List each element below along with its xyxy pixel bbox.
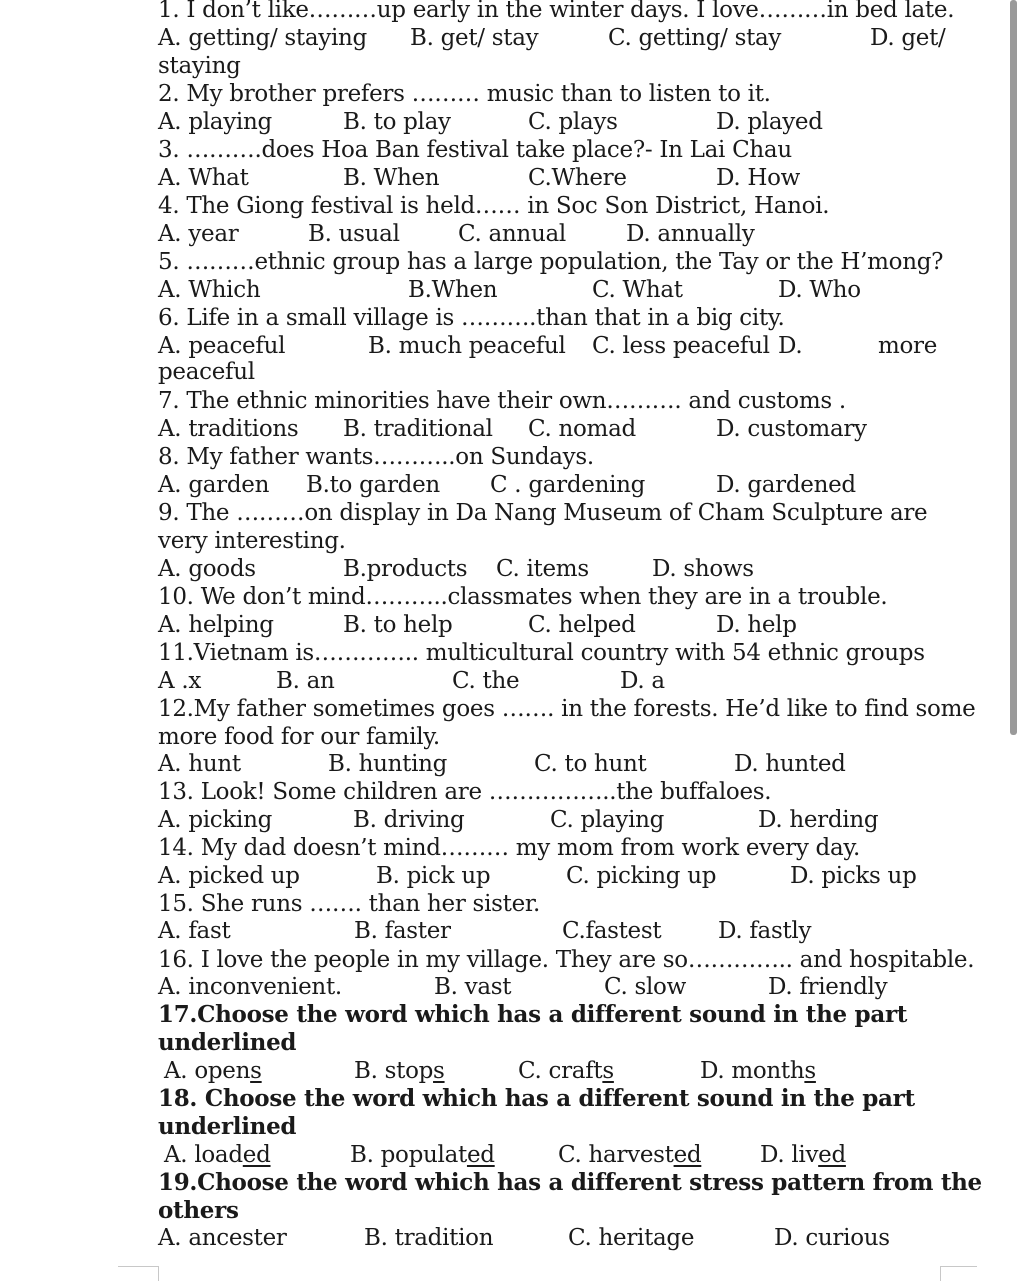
option-a: A. garden bbox=[158, 472, 270, 498]
question-18-options bbox=[158, 1141, 940, 1169]
question-8-stem: 8. My father wants………..on Sundays. bbox=[158, 444, 594, 470]
underlined-part: ed bbox=[818, 1142, 846, 1168]
question-12-stem-wrap: more food for our family. bbox=[158, 724, 440, 750]
question-2-options bbox=[158, 108, 940, 136]
question-19-stem: 19.Choose the word which has a different stress pattern from the bbox=[158, 1169, 982, 1196]
question-11-options bbox=[158, 667, 940, 695]
option-b: B. to help bbox=[343, 612, 453, 638]
option-c: C. What bbox=[592, 277, 683, 303]
option-c: C. to hunt bbox=[534, 751, 647, 777]
option-b: B. tradition bbox=[364, 1225, 494, 1251]
question-14-options bbox=[158, 862, 940, 890]
option-d: D. help bbox=[716, 612, 797, 638]
question-6-stem: 6. Life in a small village is ……….than that in a big city. bbox=[158, 305, 785, 331]
question-15-options bbox=[158, 917, 940, 945]
option-d: D. Who bbox=[778, 277, 861, 303]
option-c: C. less peaceful bbox=[592, 333, 770, 359]
option-d: D. friendly bbox=[768, 974, 888, 1000]
option-d: D. bbox=[778, 333, 803, 359]
question-1-option-wrap: staying bbox=[158, 53, 241, 79]
option-a: A. year bbox=[158, 221, 239, 247]
underlined-part: ed bbox=[242, 1142, 271, 1168]
option-c: C. helped bbox=[528, 612, 636, 638]
option-b: B. faster bbox=[354, 918, 451, 944]
option-c: C. crafts bbox=[518, 1058, 614, 1084]
vertical-scrollbar[interactable] bbox=[1010, 0, 1017, 735]
option-d: D. gardened bbox=[716, 472, 856, 498]
question-11-stem: 11.Vietnam is………….. multicultural country with 54 ethnic groups bbox=[158, 640, 925, 666]
option-b: B. usual bbox=[308, 221, 400, 247]
option-b: B. get/ stay bbox=[410, 25, 539, 51]
underlined-part: ed bbox=[466, 1142, 495, 1168]
option-d-continued: more bbox=[878, 333, 938, 359]
option-b: B. traditional bbox=[343, 416, 493, 442]
question-17-options bbox=[158, 1057, 940, 1085]
option-d: D. played bbox=[716, 109, 823, 135]
question-3-stem: 3. ……….does Hoa Ban festival take place?- In Lai Chau bbox=[158, 137, 792, 163]
question-18-stem-wrap: underlined bbox=[158, 1113, 297, 1140]
question-17-stem: 17.Choose the word which has a different sound in the part bbox=[158, 1001, 908, 1028]
question-9-stem: 9. The ………on display in Da Nang Museum of Cham Sculpture are bbox=[158, 500, 928, 526]
option-b: B.to garden bbox=[306, 472, 440, 498]
question-6-options bbox=[158, 332, 940, 360]
question-16-options bbox=[158, 973, 940, 1001]
option-d: D. lived bbox=[760, 1142, 846, 1168]
option-d: D. customary bbox=[716, 416, 867, 442]
option-c: C. the bbox=[452, 668, 520, 694]
option-b: B. populated bbox=[350, 1142, 495, 1168]
option-c: C.fastest bbox=[562, 918, 662, 944]
option-c: C . gardening bbox=[490, 472, 646, 498]
question-5-options bbox=[158, 276, 940, 304]
option-a: A. fast bbox=[158, 918, 231, 944]
option-a: A. hunt bbox=[158, 751, 241, 777]
option-c: C. getting/ stay bbox=[608, 25, 782, 51]
option-a: A. opens bbox=[164, 1058, 262, 1084]
underlined-part: s bbox=[250, 1058, 262, 1084]
question-6-option-wrap: peaceful bbox=[158, 359, 255, 385]
question-10-options bbox=[158, 611, 940, 639]
question-12-stem: 12.My father sometimes goes ……. in the forests. He’d like to find some bbox=[158, 696, 976, 722]
option-a: A. playing bbox=[158, 109, 272, 135]
option-a: A. loaded bbox=[164, 1142, 271, 1168]
question-7-options bbox=[158, 415, 940, 443]
option-d: D. picks up bbox=[790, 863, 917, 889]
option-b: B. driving bbox=[353, 807, 465, 833]
option-b: B. stops bbox=[354, 1058, 445, 1084]
option-d: D. annually bbox=[626, 221, 755, 247]
underlined-part: s bbox=[602, 1058, 614, 1084]
option-c: C. annual bbox=[458, 221, 566, 247]
option-a: A. What bbox=[158, 165, 249, 191]
question-13-options bbox=[158, 806, 940, 834]
question-13-stem: 13. Look! Some children are ……………..the buffaloes. bbox=[158, 779, 772, 805]
option-b: B. When bbox=[343, 165, 440, 191]
question-7-stem: 7. The ethnic minorities have their own………. and customs . bbox=[158, 388, 846, 414]
page-corner-mark-left bbox=[118, 1266, 159, 1281]
question-8-options bbox=[158, 471, 940, 499]
question-1-stem: 1. I don’t like………up early in the winter days. I love………in bed late. bbox=[158, 0, 955, 23]
option-d: D. How bbox=[716, 165, 801, 191]
option-a: A. Which bbox=[158, 277, 261, 303]
question-4-options bbox=[158, 220, 940, 248]
question-19-stem-wrap: others bbox=[158, 1197, 239, 1224]
option-b: B.When bbox=[408, 277, 498, 303]
option-b: B. much peaceful bbox=[368, 333, 566, 359]
question-12-options bbox=[158, 750, 940, 778]
option-d: D. shows bbox=[652, 556, 754, 582]
underlined-part: s bbox=[433, 1058, 445, 1084]
option-a: A. inconvenient. bbox=[158, 974, 342, 1000]
option-d: D. months bbox=[700, 1058, 816, 1084]
option-c: C.Where bbox=[528, 165, 627, 191]
question-17-stem-wrap: underlined bbox=[158, 1029, 297, 1056]
option-a: A. ancester bbox=[158, 1225, 287, 1251]
option-c: C. picking up bbox=[566, 863, 717, 889]
option-d: D. herding bbox=[758, 807, 879, 833]
option-a: A. picked up bbox=[158, 863, 300, 889]
option-b: B. hunting bbox=[328, 751, 448, 777]
option-c: C. plays bbox=[528, 109, 618, 135]
option-a: A. getting/ staying bbox=[158, 25, 367, 51]
question-9-stem-wrap: very interesting. bbox=[158, 528, 346, 554]
option-c: C. nomad bbox=[528, 416, 636, 442]
option-d: D. curious bbox=[774, 1225, 890, 1251]
option-c: C. heritage bbox=[568, 1225, 695, 1251]
option-d: D. fastly bbox=[718, 918, 812, 944]
option-a: A. picking bbox=[158, 807, 273, 833]
option-c: C. harvested bbox=[558, 1142, 702, 1168]
option-d: D. get/ bbox=[870, 25, 946, 51]
question-4-stem: 4. The Giong festival is held…… in Soc Son District, Hanoi. bbox=[158, 193, 830, 219]
option-b: B.products bbox=[343, 556, 468, 582]
page-corner-mark-right bbox=[940, 1266, 977, 1281]
question-2-stem: 2. My brother prefers ……… music than to listen to it. bbox=[158, 81, 771, 107]
question-18-stem: 18. Choose the word which has a different sound in the part bbox=[158, 1085, 915, 1112]
option-a: A. helping bbox=[158, 612, 274, 638]
question-10-stem: 10. We don’t mind………..classmates when they are in a trouble. bbox=[158, 584, 888, 610]
question-5-stem: 5. ………ethnic group has a large population, the Tay or the H’mong? bbox=[158, 249, 944, 275]
option-d: D. a bbox=[620, 668, 665, 694]
question-19-options bbox=[158, 1224, 940, 1252]
question-1-options bbox=[158, 24, 946, 52]
question-16-stem: 16. I love the people in my village. They are so………….. and hospitable. bbox=[158, 947, 975, 973]
underlined-part: s bbox=[804, 1058, 816, 1084]
question-14-stem: 14. My dad doesn’t mind……… my mom from work every day. bbox=[158, 835, 861, 861]
underlined-part: ed bbox=[673, 1142, 702, 1168]
option-d: D. hunted bbox=[734, 751, 846, 777]
option-b: B. to play bbox=[343, 109, 451, 135]
option-b: B. an bbox=[276, 668, 335, 694]
option-c: C. slow bbox=[604, 974, 686, 1000]
option-c: C. items bbox=[496, 556, 589, 582]
option-a: A. traditions bbox=[158, 416, 299, 442]
question-3-options bbox=[158, 164, 940, 192]
option-a: A. goods bbox=[158, 556, 256, 582]
option-b: B. pick up bbox=[376, 863, 491, 889]
question-15-stem: 15. She runs ……. than her sister. bbox=[158, 891, 541, 917]
option-a: A. peaceful bbox=[158, 333, 286, 359]
option-a: A .x bbox=[158, 668, 202, 694]
option-b: B. vast bbox=[434, 974, 512, 1000]
option-c: C. playing bbox=[550, 807, 665, 833]
question-9-options bbox=[158, 555, 940, 583]
